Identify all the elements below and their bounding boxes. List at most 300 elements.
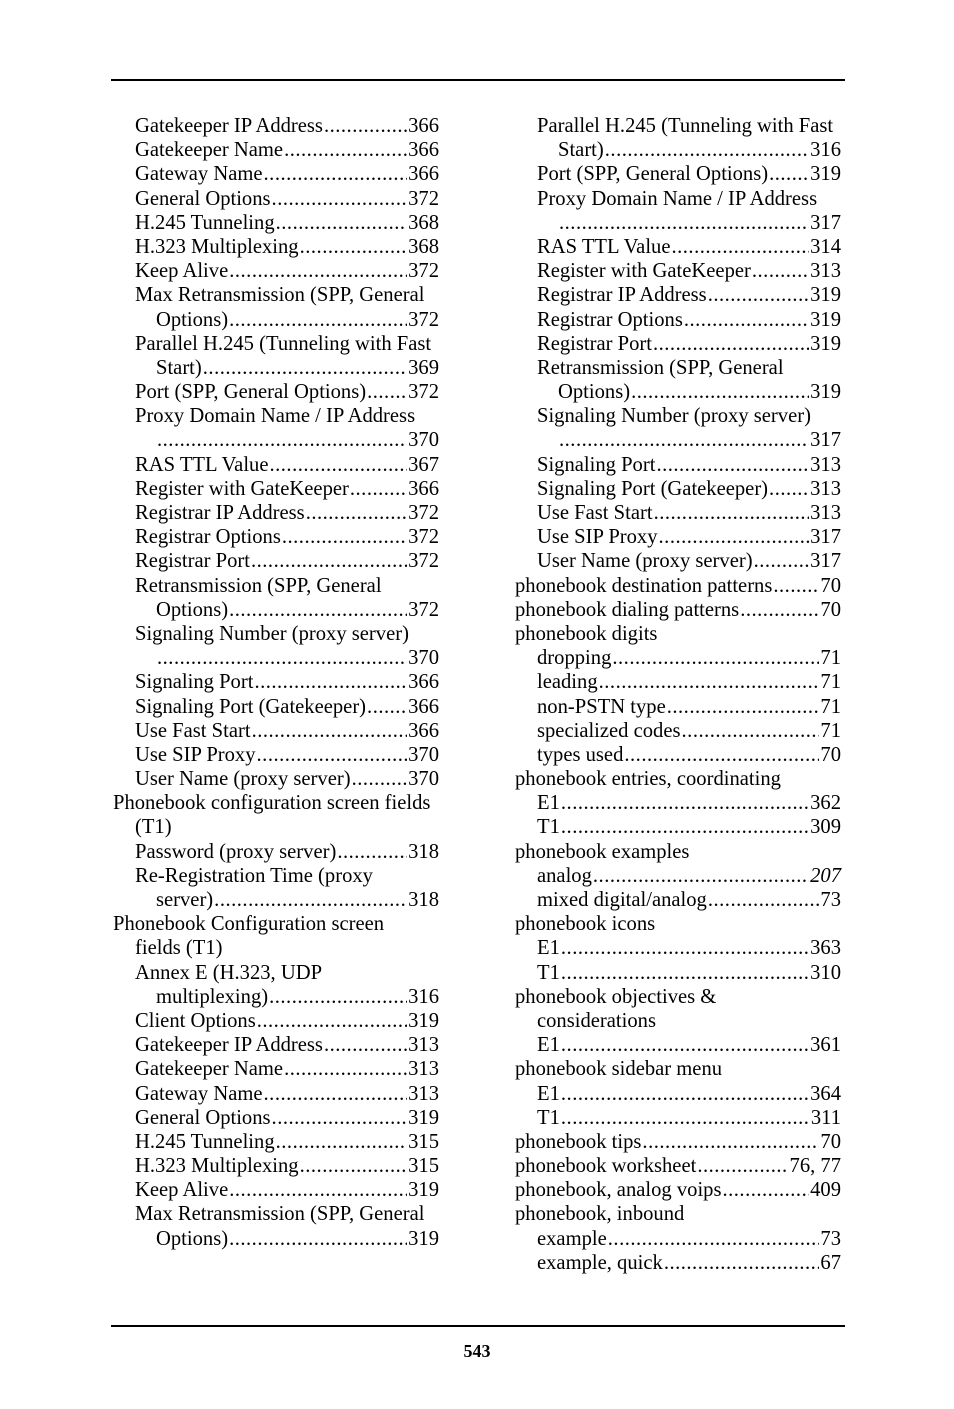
- index-entry: [113, 1202, 439, 1226]
- dot-leader: [254, 670, 407, 694]
- index-term: H.323 Multiplexing: [135, 1155, 299, 1178]
- index-term: User Name (proxy server): [135, 768, 351, 791]
- page-reference: 319: [408, 1106, 439, 1129]
- page-reference: 370: [408, 429, 439, 452]
- index-term: E1: [537, 792, 560, 815]
- index-entry: [113, 574, 439, 598]
- index-term: Re-Registration Time (proxy: [135, 864, 373, 887]
- page-reference: 366: [408, 115, 439, 137]
- index-entry: [113, 356, 439, 380]
- dot-leader: [269, 453, 407, 477]
- index-term: H.245 Tunneling: [135, 1130, 275, 1153]
- index-entry: [113, 259, 439, 283]
- index-entry: [515, 1033, 841, 1057]
- page-reference: 319: [408, 1009, 439, 1032]
- index-term: Parallel H.245 (Tunneling with Fast: [135, 332, 432, 355]
- index-term: Options): [558, 381, 631, 404]
- dot-leader: [324, 1033, 407, 1057]
- page-reference: 319: [810, 381, 841, 404]
- index-term: analog: [537, 864, 592, 887]
- index-term: Registrar Options: [537, 308, 683, 331]
- index-entry: [515, 235, 841, 259]
- index-term: Registrar Port: [537, 332, 652, 355]
- page-reference: 372: [408, 308, 439, 331]
- index-entry: [515, 961, 841, 985]
- dot-leader: [667, 695, 820, 719]
- dot-leader: [300, 1154, 408, 1178]
- index-entry: [113, 283, 439, 307]
- index-entry: [515, 936, 841, 960]
- index-entry: [515, 501, 841, 525]
- footer-rule: [111, 1325, 845, 1327]
- index-term: Proxy Domain Name / IP Address: [135, 405, 416, 428]
- index-entry: [113, 815, 439, 839]
- page-reference: 319: [810, 332, 841, 355]
- index-term: Use Fast Start: [135, 719, 251, 742]
- page-reference: 370: [408, 647, 439, 670]
- page-reference: 363: [810, 937, 841, 960]
- dot-leader: [282, 525, 407, 549]
- dot-leader: [671, 235, 809, 259]
- page-reference: 316: [408, 985, 439, 1008]
- index-entry: [515, 525, 841, 549]
- index-term: H.245 Tunneling: [135, 211, 275, 234]
- index-entry: [515, 1202, 841, 1226]
- index-term: Signaling Port: [135, 671, 254, 694]
- index-term: Password (proxy server): [135, 840, 337, 863]
- index-entry: [515, 1082, 841, 1106]
- page-reference: 310: [810, 961, 841, 984]
- page-reference: 319: [408, 1179, 439, 1202]
- dot-leader: [697, 1154, 788, 1178]
- index-term: T1: [537, 1106, 560, 1129]
- index-entry: [113, 501, 439, 525]
- index-entry: [515, 719, 841, 743]
- index-term: Options): [156, 598, 229, 621]
- index-entry: [515, 840, 841, 864]
- dot-leader: [593, 864, 809, 888]
- page-number: 543: [463, 1341, 491, 1361]
- index-term: Signaling Number (proxy server): [537, 405, 811, 428]
- index-entry: [113, 404, 439, 428]
- page-reference: 76, 77: [789, 1155, 841, 1178]
- index-entry: [515, 138, 841, 162]
- index-term: Annex E (H.323, UDP: [135, 961, 323, 984]
- page-reference: 314: [810, 235, 841, 258]
- page-reference: 319: [810, 163, 841, 186]
- dot-leader: [264, 162, 408, 186]
- index-term: phonebook entries, coordinating: [515, 768, 781, 791]
- dot-leader: [561, 815, 809, 839]
- dot-leader: [559, 428, 809, 452]
- index-entry: [113, 162, 439, 186]
- dot-leader: [659, 525, 810, 549]
- index-entry: [515, 864, 841, 888]
- dot-leader: [272, 1106, 408, 1130]
- index-term: Phonebook Configuration screen: [113, 913, 385, 936]
- page-reference: 372: [408, 381, 439, 404]
- index-entry: [113, 743, 439, 767]
- index-term: phonebook digits: [515, 622, 658, 645]
- page-reference: 73: [820, 889, 841, 911]
- dot-leader: [605, 138, 809, 162]
- index-entry: [113, 1033, 439, 1057]
- dot-leader: [599, 670, 820, 694]
- dot-leader: [642, 1130, 819, 1154]
- index-entry: [515, 1009, 841, 1033]
- index-entry: [515, 695, 841, 719]
- page-reference: 409: [810, 1179, 841, 1202]
- page-reference: 372: [408, 598, 439, 621]
- index-entry: [515, 114, 841, 138]
- index-entry: [515, 622, 841, 646]
- index-term: Parallel H.245 (Tunneling with Fast: [537, 115, 834, 137]
- index-term: Gateway Name: [135, 1082, 263, 1105]
- dot-leader: [612, 646, 819, 670]
- index-entry: [113, 525, 439, 549]
- page-reference: 313: [810, 502, 841, 524]
- index-term: Registrar Options: [135, 526, 281, 549]
- page-reference: 70: [820, 598, 841, 621]
- page-reference: 366: [408, 139, 439, 162]
- index-entry: [515, 598, 841, 622]
- dot-leader: [740, 598, 819, 622]
- index-term: Registrar Port: [135, 550, 250, 573]
- page-reference: 317: [810, 550, 841, 573]
- index-term: Retransmission (SPP, General: [135, 574, 382, 597]
- index-term: T1: [537, 816, 560, 839]
- dot-leader: [561, 1082, 809, 1106]
- dot-leader: [367, 695, 407, 719]
- dot-leader: [251, 549, 407, 573]
- index-term: Use SIP Proxy: [135, 743, 256, 766]
- page-reference: 318: [408, 840, 439, 863]
- index-term: Client Options: [135, 1009, 256, 1032]
- index-entry: [113, 211, 439, 235]
- page-reference: 317: [810, 211, 841, 234]
- index-entry: [113, 791, 439, 815]
- page-reference: 67: [820, 1251, 841, 1274]
- index-term: example, quick: [537, 1251, 663, 1274]
- index-entry: [515, 1227, 841, 1251]
- dot-leader: [561, 936, 809, 960]
- dot-leader: [350, 477, 407, 501]
- dot-leader: [229, 308, 407, 332]
- dot-leader: [157, 646, 407, 670]
- dot-leader: [276, 1130, 407, 1154]
- index-entry: [515, 1251, 841, 1275]
- page-reference: 319: [408, 1227, 439, 1250]
- index-entry: [113, 695, 439, 719]
- index-term: T1: [537, 961, 560, 984]
- dot-leader: [561, 1033, 809, 1057]
- index-entry: [515, 1106, 841, 1130]
- dot-leader: [300, 235, 408, 259]
- page-reference: 313: [810, 453, 841, 476]
- page-reference: 372: [408, 550, 439, 573]
- dot-leader: [272, 187, 408, 211]
- dot-leader: [284, 138, 407, 162]
- index-term: phonebook sidebar menu: [515, 1058, 723, 1081]
- page-reference: 366: [408, 719, 439, 742]
- index-entry: [113, 428, 439, 452]
- index-entry: [113, 1154, 439, 1178]
- index-entry: [515, 743, 841, 767]
- index-entry: [113, 888, 439, 912]
- index-term: E1: [537, 1034, 560, 1057]
- index-entry: [515, 985, 841, 1009]
- index-entry: [113, 936, 439, 960]
- index-entry: [113, 1057, 439, 1081]
- dot-leader: [561, 961, 809, 985]
- page-reference: 319: [810, 308, 841, 331]
- dot-leader: [214, 888, 407, 912]
- index-term: phonebook examples: [515, 840, 690, 863]
- dot-leader: [769, 162, 809, 186]
- dot-leader: [157, 428, 407, 452]
- index-term: Registrar IP Address: [537, 284, 707, 307]
- index-term: Max Retransmission (SPP, General: [135, 1203, 425, 1226]
- page-reference: 366: [408, 671, 439, 694]
- page-reference: 319: [810, 284, 841, 307]
- dot-leader: [769, 477, 809, 501]
- index-entry: [515, 1057, 841, 1081]
- index-entry: [515, 283, 841, 307]
- index-entry: [515, 574, 841, 598]
- index-term: Phonebook configuration screen fields: [113, 792, 431, 815]
- page-reference: 73: [820, 1227, 841, 1250]
- index-term: Signaling Port (Gatekeeper): [135, 695, 367, 718]
- page-reference: 370: [408, 768, 439, 791]
- page-reference: 318: [408, 889, 439, 911]
- index-column-right: [515, 114, 841, 1275]
- index-term: Port (SPP, General Options): [537, 163, 769, 186]
- index-term: Gatekeeper Name: [135, 1058, 284, 1081]
- index-entry: [515, 1154, 841, 1178]
- dot-leader: [773, 574, 819, 598]
- dot-leader: [229, 598, 407, 622]
- dot-leader: [654, 501, 810, 525]
- dot-leader: [561, 791, 809, 815]
- page-reference: 366: [408, 695, 439, 718]
- dot-leader: [352, 767, 408, 791]
- index-term: Use SIP Proxy: [537, 526, 658, 549]
- page-reference: 368: [408, 235, 439, 258]
- page-reference: 313: [408, 1058, 439, 1081]
- header-rule: [111, 79, 845, 81]
- dot-leader: [264, 1082, 408, 1106]
- page-reference: 71: [820, 671, 841, 694]
- page-reference: 313: [810, 260, 841, 283]
- index-entry: [113, 308, 439, 332]
- index-term: RAS TTL Value: [537, 235, 671, 258]
- index-entry: [113, 549, 439, 573]
- dot-leader: [664, 1251, 820, 1275]
- dot-leader: [708, 888, 820, 912]
- page-reference: 317: [810, 429, 841, 452]
- index-entry: [113, 187, 439, 211]
- index-term: Keep Alive: [135, 1179, 229, 1202]
- dot-leader: [229, 1227, 407, 1251]
- page-reference: 364: [810, 1082, 841, 1105]
- index-term: specialized codes: [537, 719, 681, 742]
- index-entry: [113, 961, 439, 985]
- dot-leader: [559, 211, 809, 235]
- index-term: Gatekeeper IP Address: [135, 1034, 323, 1057]
- index-entry: [515, 1130, 841, 1154]
- index-entry: [113, 670, 439, 694]
- index-term: Max Retransmission (SPP, General: [135, 284, 425, 307]
- page-reference: 71: [820, 647, 841, 670]
- dot-leader: [754, 549, 810, 573]
- dot-leader: [276, 211, 407, 235]
- index-entry: [113, 114, 439, 138]
- index-entry: [515, 791, 841, 815]
- index-entry: [113, 1106, 439, 1130]
- index-entry: [515, 477, 841, 501]
- page-reference: 316: [810, 139, 841, 162]
- index-term: E1: [537, 937, 560, 960]
- index-entry: [113, 985, 439, 1009]
- index-term: Retransmission (SPP, General: [537, 356, 784, 379]
- dot-leader: [631, 380, 809, 404]
- index-term: User Name (proxy server): [537, 550, 753, 573]
- index-entry: [113, 332, 439, 356]
- page-reference: 372: [408, 260, 439, 283]
- index-entry: [113, 912, 439, 936]
- page-reference: 313: [408, 1034, 439, 1057]
- index-term: leading: [537, 671, 598, 694]
- page-reference: 366: [408, 477, 439, 500]
- page-reference: 366: [408, 163, 439, 186]
- index-entry: [515, 187, 841, 211]
- dot-leader: [269, 985, 407, 1009]
- index-term: server): [156, 889, 214, 911]
- dot-leader: [257, 743, 408, 767]
- index-entry: [515, 211, 841, 235]
- dot-leader: [752, 259, 809, 283]
- index-term: considerations: [537, 1009, 656, 1032]
- dot-leader: [684, 308, 809, 332]
- index-term: phonebook tips: [515, 1130, 642, 1153]
- index-entry: [113, 1227, 439, 1251]
- page-reference: 367: [408, 453, 439, 476]
- index-entry: [113, 598, 439, 622]
- index-entry: [515, 549, 841, 573]
- index-entry: [515, 767, 841, 791]
- index-entry: [515, 1178, 841, 1202]
- page-reference: 70: [820, 574, 841, 597]
- index-term: RAS TTL Value: [135, 453, 269, 476]
- index-term: Proxy Domain Name / IP Address: [537, 187, 818, 210]
- page-reference: 317: [810, 526, 841, 549]
- index-entry: [113, 864, 439, 888]
- index-entry: [113, 138, 439, 162]
- index-term: Signaling Port (Gatekeeper): [537, 477, 769, 500]
- index-entry: [113, 1082, 439, 1106]
- index-term: Gatekeeper IP Address: [135, 115, 323, 137]
- dot-leader: [656, 453, 809, 477]
- dot-leader: [284, 1057, 407, 1081]
- index-term: phonebook objectives &: [515, 985, 717, 1008]
- index-entry: [515, 308, 841, 332]
- dot-leader: [624, 743, 819, 767]
- index-term: phonebook destination patterns: [515, 574, 773, 597]
- dot-leader: [722, 1178, 809, 1202]
- index-entry: [113, 1178, 439, 1202]
- index-entry: [113, 380, 439, 404]
- index-entry: [515, 428, 841, 452]
- index-term: types used: [537, 743, 624, 766]
- page-reference: 309: [810, 816, 841, 839]
- page-reference: 372: [408, 502, 439, 524]
- index-term: Gateway Name: [135, 163, 263, 186]
- index-entry: [515, 356, 841, 380]
- page-reference: 368: [408, 211, 439, 234]
- index-entry: [515, 912, 841, 936]
- dot-leader: [608, 1227, 820, 1251]
- index-entry: [515, 453, 841, 477]
- index-term: Gatekeeper Name: [135, 139, 284, 162]
- dot-leader: [337, 840, 407, 864]
- page-reference: 315: [408, 1130, 439, 1153]
- index-term: H.323 Multiplexing: [135, 235, 299, 258]
- index-entry: [515, 404, 841, 428]
- dot-leader: [229, 259, 407, 283]
- dot-leader: [229, 1178, 407, 1202]
- index-term: mixed digital/analog: [537, 889, 707, 911]
- index-term: phonebook icons: [515, 913, 656, 936]
- page-reference: 207: [810, 864, 841, 887]
- index-term: Signaling Port: [537, 453, 656, 476]
- index-entry: [113, 840, 439, 864]
- page-reference: 71: [820, 695, 841, 718]
- index-term: Start): [156, 356, 202, 379]
- index-entry: [113, 719, 439, 743]
- index-column-left: [113, 114, 439, 1251]
- dot-leader: [682, 719, 820, 743]
- index-term: Signaling Number (proxy server): [135, 622, 409, 645]
- index-term: Options): [156, 1227, 229, 1250]
- index-term: General Options: [135, 1106, 271, 1129]
- index-term: phonebook worksheet: [515, 1155, 697, 1178]
- page-reference: 372: [408, 187, 439, 210]
- index-entry: [113, 477, 439, 501]
- index-term: fields (T1): [135, 937, 223, 960]
- index-entry: [113, 1130, 439, 1154]
- dot-leader: [561, 1106, 810, 1130]
- index-entry: [515, 888, 841, 912]
- dot-leader: [257, 1009, 407, 1033]
- page-reference: 313: [408, 1082, 439, 1105]
- page-reference: 362: [810, 792, 841, 815]
- index-entry: [113, 622, 439, 646]
- dot-leader: [252, 719, 408, 743]
- index-term: example: [537, 1227, 607, 1250]
- index-entry: [515, 259, 841, 283]
- index-term: Port (SPP, General Options): [135, 381, 367, 404]
- page-reference: 372: [408, 526, 439, 549]
- page-reference: 370: [408, 743, 439, 766]
- index-term: Keep Alive: [135, 260, 229, 283]
- index-entry: [515, 332, 841, 356]
- index-term: Options): [156, 308, 229, 331]
- index-entry: [515, 815, 841, 839]
- dot-leader: [324, 114, 407, 138]
- index-entry: [113, 767, 439, 791]
- dot-leader: [306, 501, 407, 525]
- index-term: phonebook dialing patterns: [515, 598, 740, 621]
